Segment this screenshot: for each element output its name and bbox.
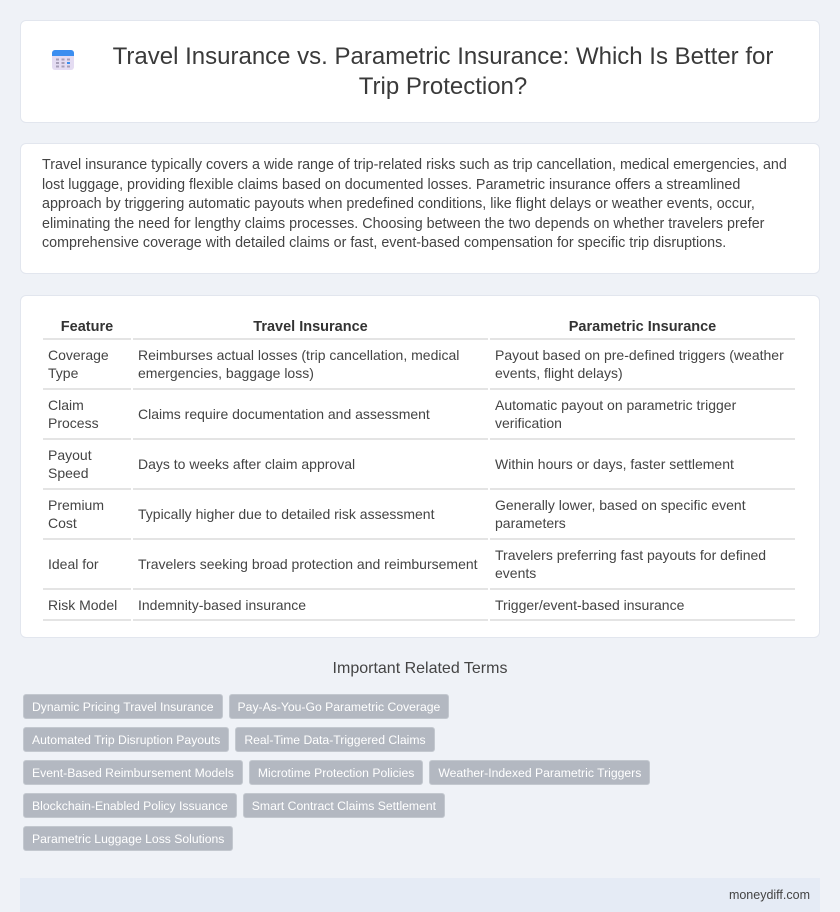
table-header-row	[43, 312, 795, 340]
intro-card	[20, 143, 820, 274]
related-term-tag[interactable]: Pay-As-You-Go Parametric Coverage	[229, 694, 450, 719]
table-row	[43, 540, 795, 590]
related-term-tag[interactable]: Parametric Luggage Loss Solutions	[23, 826, 233, 851]
header-travel-insurance: Travel Insurance	[133, 312, 488, 340]
row-parametric: Payout based on pre-defined triggers (weather events, flight delays)	[490, 340, 795, 390]
page	[0, 20, 840, 912]
comparison-table-card	[20, 295, 820, 638]
related-term-tag[interactable]: Blockchain-Enabled Policy Issuance	[23, 793, 237, 818]
row-feature: Coverage Type	[43, 340, 131, 390]
comparison-table	[41, 312, 797, 621]
row-parametric: Generally lower, based on specific event parameters	[490, 490, 795, 540]
row-feature: Risk Model	[43, 590, 131, 621]
table-row	[43, 340, 795, 390]
row-feature: Ideal for	[43, 540, 131, 590]
row-travel: Claims require documentation and assessment	[133, 390, 488, 440]
related-term-tag[interactable]: Event-Based Reimbursement Models	[23, 760, 243, 785]
title-card	[20, 20, 820, 123]
related-term-tag[interactable]: Weather-Indexed Parametric Triggers	[429, 760, 650, 785]
footer	[20, 878, 820, 912]
table-row	[43, 590, 795, 621]
table-row	[43, 440, 795, 490]
related-term-tag[interactable]: Automated Trip Disruption Payouts	[23, 727, 229, 752]
row-feature: Payout Speed	[43, 440, 131, 490]
row-feature: Premium Cost	[43, 490, 131, 540]
row-travel: Reimburses actual losses (trip cancellation, medical emergencies, baggage loss)	[133, 340, 488, 390]
row-parametric: Within hours or days, faster settlement	[490, 440, 795, 490]
header-feature: Feature	[43, 312, 131, 340]
page-title: Travel Insurance vs. Parametric Insurance: Which Is Better for Trip Protection?	[112, 42, 774, 100]
related-terms-heading: Important Related Terms	[332, 660, 508, 677]
calendar-icon	[51, 48, 75, 72]
row-parametric: Automatic payout on parametric trigger verification	[490, 390, 795, 440]
related-terms-list	[20, 694, 660, 851]
related-term-tag[interactable]: Microtime Protection Policies	[249, 760, 423, 785]
related-term-tag[interactable]: Smart Contract Claims Settlement	[243, 793, 445, 818]
related-term-tag[interactable]: Real-Time Data-Triggered Claims	[235, 727, 434, 752]
row-travel: Typically higher due to detailed risk assessment	[133, 490, 488, 540]
table-row	[43, 490, 795, 540]
row-travel: Travelers seeking broad protection and reimbursement	[133, 540, 488, 590]
related-term-tag[interactable]: Dynamic Pricing Travel Insurance	[23, 694, 223, 719]
row-feature: Claim Process	[43, 390, 131, 440]
table-row	[43, 390, 795, 440]
intro-paragraph: Travel insurance typically covers a wide range of trip-related risks such as trip cancellation, medical emergencies, and lost luggage, providing flexible claims based on documented losses. Parametric insurance offers a streamlined approach by triggering automatic payouts when predefined conditions, like flight delays or weather events, occur, eliminating the need for lengthy claims processes. Choosing between the two depends on whether travelers prefer comprehensive coverage with detailed claims or fast, event-based compensation for specific trip disruptions.	[42, 157, 787, 251]
footer-site-link[interactable]: moneydiff.com	[728, 888, 810, 902]
row-parametric: Travelers preferring fast payouts for defined events	[490, 540, 795, 590]
row-travel: Indemnity-based insurance	[133, 590, 488, 621]
header-parametric-insurance: Parametric Insurance	[490, 312, 795, 340]
row-parametric: Trigger/event-based insurance	[490, 590, 795, 621]
row-travel: Days to weeks after claim approval	[133, 440, 488, 490]
